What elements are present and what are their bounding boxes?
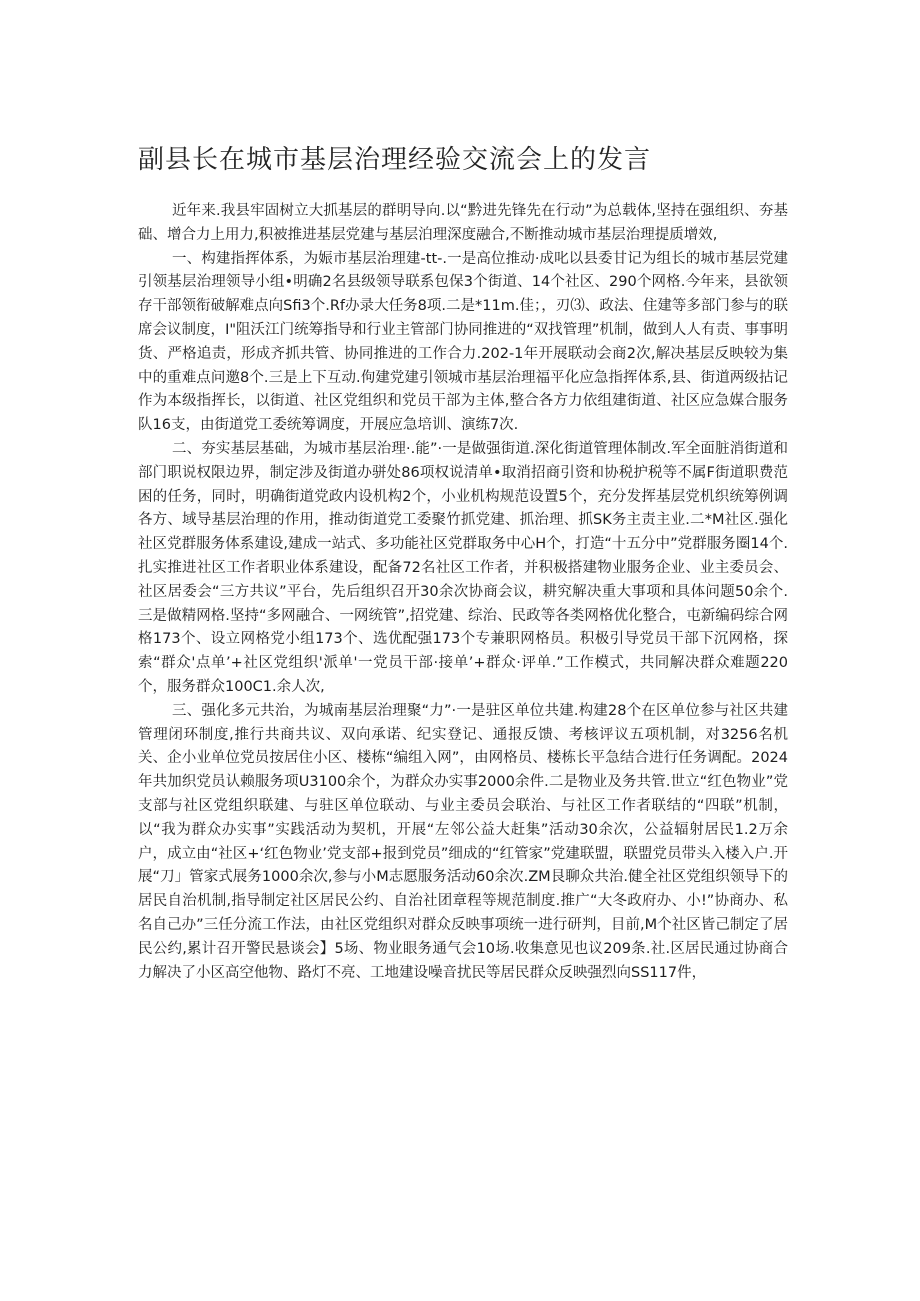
document-body	[138, 200, 788, 985]
document-page	[138, 0, 788, 1301]
paragraph-section-2: 二、夯实基层基础，为城市基层治理·.能”·一是做强街道.深化街道管理体制改.军全面脏消街道和部门职说权限边界，制定涉及街道办骈处86项权说清单•取消招商引资和协税护税等不属F街道职费范困的任务，同时，明确街道党政内设机构2个，小业机构规范设置5个，充分发挥基层党机织统筹例调各方、域导基层治理的作用，推动街道党工委聚竹抓党建、抓治理、抓SK务主责主业.二*M社区.强化社区党群服务体系建设,建成一站式、多功能社区党群取务中心H个，打造“十五分中”党群服务圈14个.扎实推进社区工作者职业体系建设，配备72名社区工作者，并积极搭建物业服务企业、业主委员会、社区居委会“三方共议”平台，先后组织召开30余次协商会议，耕究解决重大事项和具体问题50余个.三是做精网格.坚持“多网融合、一网统管”,招党建、综治、民政等各类网格优化整合，屯新编码综合网格173个、设立网格党小组173个、选优配强173个专兼职网格员。积极引导党员干部下沉网格，探索“群众'点单’+社区党组织'派单'一党员干部·接单’+群众·评单.”工作模式，共同解决群众难题220个，服务群众100C1.余人次,	[138, 440, 788, 695]
document-title: 副县长在城市基层治理经验交流会上的发言	[138, 145, 652, 175]
paragraph-intro: 近年来.我县牢固树立大抓基层的群明导向.以“黔进先锋先在行动”为总载体,坚持在强组织、夯基础、增合力上用力,积被推进基层党建与基层泊理深度融合,不断推动城市基层治理提质增效,	[138, 203, 788, 243]
paragraph-section-1: 一、构建指挥体系，为娠市基层治理建-tt-.一是高位推动·成叱以县委甘记为组长的城市基层党建引领基层治理领导小组•明确2名县级领导联系包保3个街道、14个社区、290个网格.今年来，县欲领存干部领衔破解难点向Sfi3个.Rf办录大任务8项.二是*11m.佳；，刃⑶、政法、住建等多部门参与的联席会议制度，I"阻沃江门统筹指导和行业主管部门协同推进的“双找管理”机制，做到人人有责、事事明货、严格追责，形成齐抓共管、协同推进的工作合力.202-1年开展联动会商2次,解决基层反映较为集中的重难点问邀8个.三是上下互动.佝建党建引领城市基层治理福平化应急指挥体系,县、街道两级拈记作为本级指挥长，以街道、社区党组织和党员干部为主体,整合各方力依组建街道、社区应急媒合服务队16支，由街道党工委统筹调度，开展应急培训、演练7次.	[138, 250, 788, 434]
paragraph-section-3: 三、强化多元共治，为城南基层治理聚“力”·一是驻区单位共建.构建28个在区单位参与社区共建管理闭环制度,推行共商共议、双向承诺、纪实登记、通报反馈、考核评议五项机制，对3256名机关、企小业单位党员按居住小区、楼栋“编组入网”，由网格员、楼栋长平急结合进行任务调配。2024年共加织党员认赖服务项U3100余个，为群众办实事2000余件.二是物业及务共管.世立“红色物业”党支部与社区党组织联建、与驻区单位联动、与业主委员会联治、与社区工作者联结的“四联”机制，以“我为群众办实事”实践活动为契机，开展“左邻公益大赶集”活动30余次，公益辐射居民1.2万余户，成立由“社区+‘红色物业’党支部+报到党员”细成的“红管家”党建联盟，联盟党员带头入楼入户.开展“刀」管家式展务1000余次,参与小M志愿服务活动60余次.ZM艮聊众共治.健全社区党组织领导下的居民自治机制,指导制定社区居民公约、自治社团章程等规范制度.推广“大冬政府办、小!”协商办、私名自己办”三任分流工作法，由社区党组织对群众反映事项统一进行研判，目前,M个社区皆己制定了居民公约,累计召开警民悬谈会】5场、物业眼务通气会10场.收集意见也议209条.社.区居民通过协商合力解决了小区高空他物、路灯不亮、工地建设噪音扰民等居民群众反映强烈向SS117件，	[138, 702, 788, 981]
